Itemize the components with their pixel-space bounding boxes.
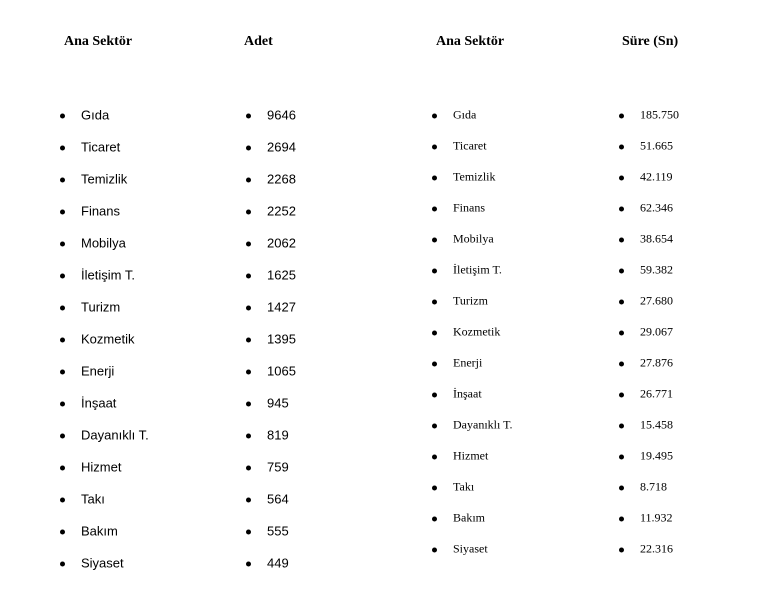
list-item: Takı [81, 491, 105, 507]
list-item: 42.119 [640, 169, 673, 184]
list-item: Ticaret [81, 139, 121, 155]
list-item: 27.876 [640, 355, 673, 370]
list-item: Mobilya [453, 231, 494, 246]
list-item: İnşaat [453, 386, 482, 401]
list-item: Kozmetik [81, 331, 135, 347]
right-sector-header: Ana Sektör [436, 34, 505, 49]
left-sector-header: Ana Sektör [64, 34, 133, 49]
list-item: 1427 [267, 299, 296, 315]
list-item: İnşaat [81, 395, 117, 411]
list-item: 2268 [267, 171, 296, 187]
list-item: İletişim T. [81, 267, 135, 283]
list-item: Hizmet [453, 448, 489, 463]
list-item: Kozmetik [453, 324, 501, 339]
left-count-header: Adet [244, 34, 273, 49]
list-item: Turizm [453, 293, 488, 308]
list-item: Finans [81, 203, 121, 219]
list-item: Finans [453, 200, 486, 215]
list-item: Temizlik [453, 169, 496, 184]
list-item: 22.316 [640, 541, 673, 556]
list-item: 11.932 [640, 510, 673, 525]
list-item: Hizmet [81, 459, 122, 475]
list-item: 27.680 [640, 293, 673, 308]
list-item: Gıda [81, 107, 110, 123]
list-item: 945 [267, 395, 289, 411]
list-item: 62.346 [640, 200, 673, 215]
list-item: İletişim T. [453, 262, 502, 277]
list-item: 2062 [267, 235, 296, 251]
list-item: Enerji [453, 355, 483, 370]
list-item: Ticaret [453, 138, 487, 153]
list-item: 1625 [267, 267, 296, 283]
list-item: 449 [267, 555, 289, 571]
list-item: 185.750 [640, 107, 679, 122]
right-duration-header: Süre (Sn) [622, 34, 679, 49]
list-item: 19.495 [640, 448, 673, 463]
list-item: 819 [267, 427, 289, 443]
list-item: Bakım [453, 510, 485, 525]
list-item: Takı [453, 479, 475, 494]
list-item: 38.654 [640, 231, 673, 246]
list-item: Mobilya [81, 235, 126, 251]
list-item: Enerji [81, 363, 115, 379]
list-item: 8.718 [640, 479, 667, 494]
list-item: 1395 [267, 331, 296, 347]
list-item: Gıda [453, 107, 477, 122]
list-item: 564 [267, 491, 289, 507]
list-item: Turizm [81, 299, 121, 315]
list-item: Siyaset [453, 541, 488, 556]
list-item: 59.382 [640, 262, 673, 277]
list-item: 29.067 [640, 324, 673, 339]
list-item: 9646 [267, 107, 296, 123]
list-item: 2252 [267, 203, 296, 219]
list-item: 15.458 [640, 417, 673, 432]
list-item: 555 [267, 523, 289, 539]
list-item: 2694 [267, 139, 296, 155]
list-item: Bakım [81, 523, 118, 539]
list-item: 26.771 [640, 386, 673, 401]
list-item: Dayanıklı T. [453, 417, 513, 432]
list-item: Temizlik [81, 171, 128, 187]
list-item: Siyaset [81, 555, 124, 571]
list-item: 51.665 [640, 138, 673, 153]
list-item: 1065 [267, 363, 296, 379]
list-item: 759 [267, 459, 289, 475]
list-item: Dayanıklı T. [81, 427, 149, 443]
